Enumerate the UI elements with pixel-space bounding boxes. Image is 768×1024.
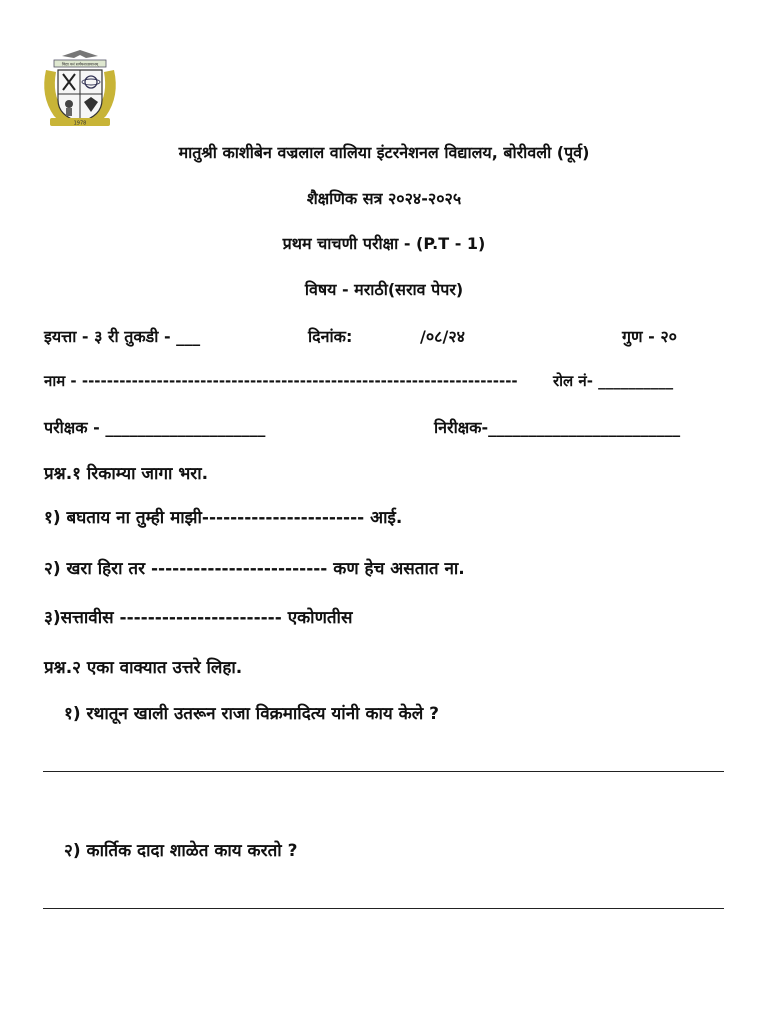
examiner-field: परीक्षक - ____________________ bbox=[44, 418, 266, 437]
fill-blank-1: १) बघताय ना तुम्ही माझी----------------------- आई. bbox=[44, 508, 403, 528]
fill-blank-2: २) खरा हिरा तर ------------------------- कण हेच असतात ना. bbox=[44, 559, 465, 579]
short-answer-question-1: १) रथातून खाली उतरून राजा विक्रमादित्य यांनी काय केले ? bbox=[64, 704, 440, 724]
answer-line-1 bbox=[43, 771, 724, 772]
crest-year: 1978 bbox=[73, 120, 87, 127]
student-name-field: नाम - ---------------------------------------------------------------------- bbox=[44, 372, 518, 390]
date-value: /०८/२४ bbox=[420, 327, 465, 346]
crest-motto: विद्या धनं सर्वधनात्प्रधानम् bbox=[61, 61, 99, 67]
section1-heading: प्रश्न.१ रिकाम्या जागा भरा. bbox=[44, 464, 209, 484]
class-division: इयत्ता - ३ री तुकडी - ___ bbox=[44, 327, 201, 346]
school-name: मातुश्री काशीबेन वज्रलाल वालिया इंटरनेशनल विद्यालय, बोरीवली (पूर्व) bbox=[178, 143, 590, 162]
invigilator-field: निरीक्षक-________________________ bbox=[434, 418, 681, 437]
school-crest-logo bbox=[40, 46, 120, 130]
date-label: दिनांक: bbox=[308, 327, 353, 346]
section2-heading: प्रश्न.२ एका वाक्यात उत्तरे लिहा. bbox=[44, 658, 243, 678]
academic-session: शैक्षणिक सत्र २०२४-२०२५ bbox=[306, 189, 462, 208]
fill-blank-3: ३)सत्तावीस ----------------------- एकोणतीस bbox=[44, 608, 353, 628]
exam-title: प्रथम चाचणी परीक्षा - (P.T - 1) bbox=[282, 234, 486, 253]
answer-line-2 bbox=[43, 908, 724, 909]
short-answer-question-2: २) कार्तिक दादा शाळेत काय करतो ? bbox=[64, 841, 298, 861]
total-marks: गुण - २० bbox=[622, 327, 677, 346]
roll-number-field: रोल नं- __________ bbox=[553, 372, 674, 390]
subject-title: विषय - मराठी(सराव पेपर) bbox=[304, 280, 464, 299]
